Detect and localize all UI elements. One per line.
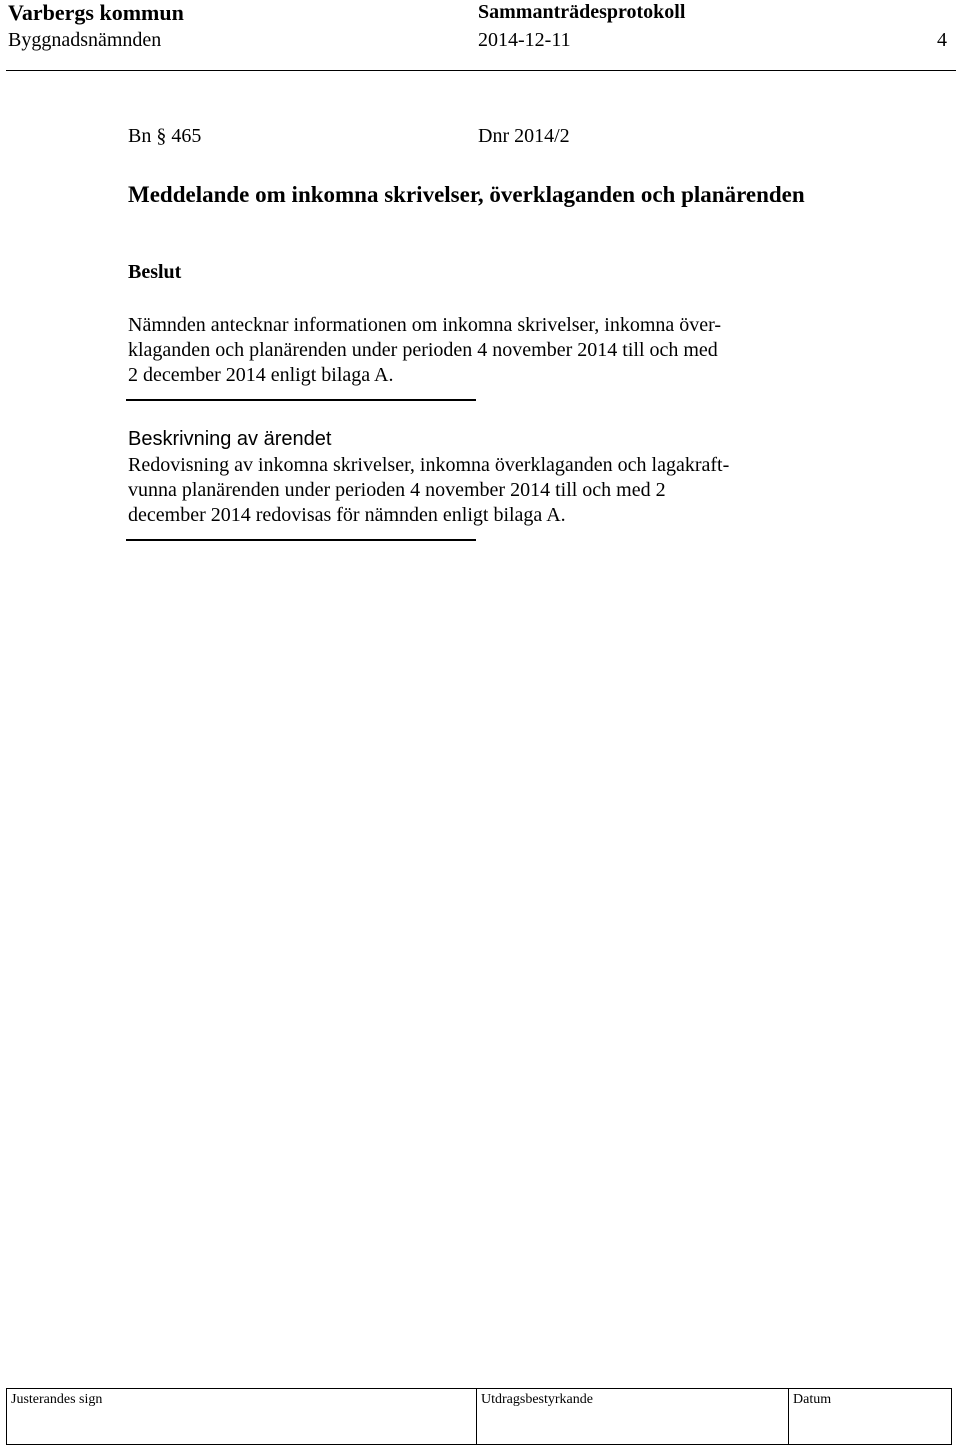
description-text xyxy=(128,453,828,528)
utdragsbestyrkande-label: Utdragsbestyrkande xyxy=(481,1392,593,1407)
meeting-date: 2014-12-11 xyxy=(478,29,571,51)
organization-name: Varbergs kommun xyxy=(8,0,184,25)
diary-number: Dnr 2014/2 xyxy=(478,125,570,147)
header-divider xyxy=(6,70,956,71)
decision-line: 2 december 2014 enligt bilaga A. xyxy=(128,364,394,386)
datum-cell xyxy=(789,1389,953,1444)
signature-box xyxy=(6,1388,952,1445)
decision-line: Nämnden antecknar informationen om inkomna skrivelser, inkomna över- xyxy=(128,314,722,336)
page-number: 4 xyxy=(937,29,947,51)
datum-label: Datum xyxy=(793,1392,832,1407)
description-line: Redovisning av inkomna skrivelser, inkomna överklaganden och lagakraft- xyxy=(128,454,730,476)
justerandes-sign-cell xyxy=(7,1389,477,1444)
protocol-type: Sammanträdesprotokoll xyxy=(478,1,686,23)
department-name: Byggnadsnämnden xyxy=(8,29,162,51)
description-heading: Beskrivning av ärendet xyxy=(128,428,332,450)
section-separator xyxy=(126,399,476,401)
section-separator xyxy=(126,539,476,541)
paragraph-number: Bn § 465 xyxy=(128,125,202,147)
decision-text xyxy=(128,313,828,388)
justerandes-sign-label: Justerandes sign xyxy=(11,1392,103,1407)
description-line: vunna planärenden under perioden 4 november 2014 till och med 2 xyxy=(128,479,666,501)
paragraph-title: Meddelande om inkomna skrivelser, överklaganden och planärenden xyxy=(128,182,805,207)
description-line: december 2014 redovisas för nämnden enligt bilaga A. xyxy=(128,504,566,526)
decision-heading: Beslut xyxy=(128,261,182,283)
decision-line: klaganden och planärenden under perioden 4 november 2014 till och med xyxy=(128,339,718,361)
utdragsbestyrkande-cell xyxy=(477,1389,789,1444)
